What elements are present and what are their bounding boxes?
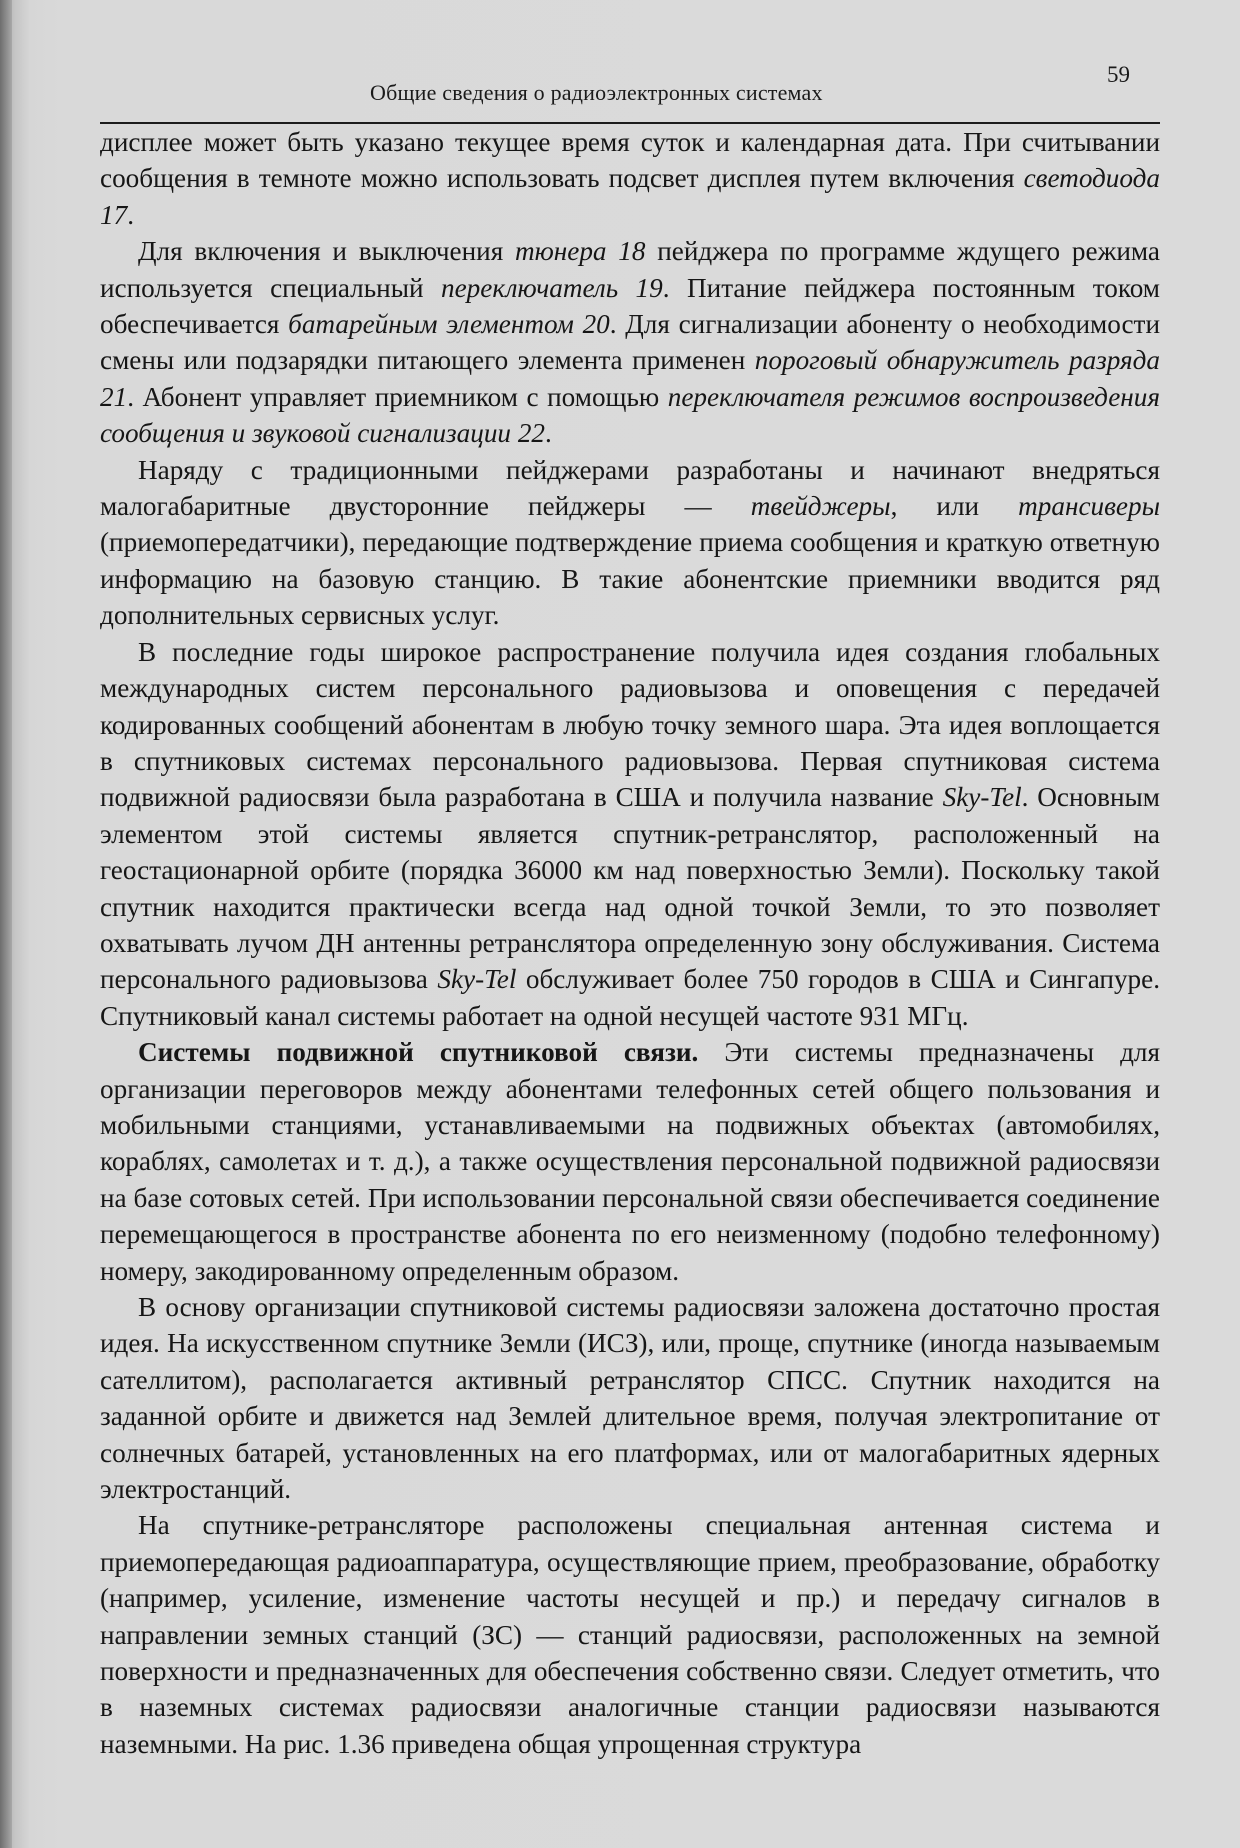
text-run: В последние годы широкое распространение получила идея создания глобальных международных систем персонального радиовызова и оповещения с передачей кодированных сообщений абонентам в любую точку земного шара. Эта идея воплощается в спутниковых системах персонального радиовызова. Первая спутниковая система подвижной радиосвязи была разработана в США и получила название	[100, 636, 1160, 813]
text-run: . Для сигнализации абоненту о необходимости смены или подзарядки питающего элемента применен	[100, 309, 1160, 376]
italic-term: твейджеры	[750, 491, 891, 522]
italic-term: Sky-Tel	[942, 782, 1022, 813]
text-run: , или	[890, 491, 1019, 522]
italic-term: переключатель 19	[441, 272, 663, 303]
text-run: обслуживает более 750 городов в США и Сингапуре. Спутниковый канал системы работает на одной несущей частоте 931 МГц.	[100, 964, 1160, 1031]
running-header	[100, 60, 1160, 124]
running-title: Общие сведения о радиоэлектронных системах	[370, 80, 823, 105]
italic-term: батарейным элементом 20	[288, 309, 610, 340]
text-run: . Абонент управляет приемником с помощью	[127, 381, 668, 412]
text-run: пейджера по программе ждущего режима используется специальный	[100, 236, 1161, 303]
text-run: . Питание пейджера постоянным током обеспечивается	[100, 272, 1160, 340]
paragraph	[100, 124, 1160, 233]
paragraph	[100, 1507, 1160, 1762]
text-run: дисплее может быть указано текущее время суток и календарная дата. При считывании сообщения в темноте можно использовать подсвет дисплея путем включения	[100, 127, 1160, 194]
italic-term: Sky-Tel	[437, 964, 517, 995]
paragraph	[100, 1034, 1160, 1289]
book-spine-shadow	[0, 0, 12, 1848]
paragraph	[100, 233, 1160, 451]
text-run: Для включения и выключения	[138, 236, 515, 267]
text-run: Эти системы предназначены для организации переговоров между абонентами телефонных сетей общего пользования и мобильными станциями, устанавливаемыми на подвижных объектах (автомобилях, кораблях, самолетах и т. д.), а также осуществления персональной подвижной радиосвязи на базе сотовых сетей. При использовании персональной связи обеспечивается соединение перемещающегося в пространстве абонента по его неизменному (подобно телефонному) номеру, закодированному определенным образом.	[100, 1037, 1161, 1286]
section-heading-inline: Системы подвижной спутниковой связи.	[138, 1037, 699, 1068]
text-run: . Основным элементом этой системы является спутник-ретранслятор, расположенный на геостационарной орбите (порядка 36000 км над поверхностью Земли). Поскольку такой спутник находится практически всегда над одной точкой Земли, то это позволяет охватывать лучом ДН антенны ретранслятора определенную зону обслуживания. Система персонального радиовызова	[100, 782, 1160, 995]
page-number: 59	[1107, 62, 1130, 87]
italic-term: пороговый обнаружитель разряда 21	[100, 345, 1160, 412]
text-run: Наряду с традиционными пейджерами разработаны и начинают внедряться малогабаритные двусторонние пейджеры —	[100, 454, 1160, 522]
italic-term: тюнера 18	[514, 236, 646, 267]
text-run: В основу организации спутниковой системы радиосвязи заложена достаточно простая идея. На искусственном спутнике Земли (ИСЗ), или, проще, спутнике (иногда называемым сателлитом), располагается активный ретранслятор СПСС. Спутник находится на заданной орбите и движется над Землей длительное время, получая электропитание от солнечных батарей, установленных на его платформах, или от малогабаритных ядерных электростанций.	[100, 1292, 1160, 1505]
italic-term: трансиверы	[1018, 491, 1160, 522]
italic-term: светодиода 17	[100, 163, 1160, 230]
text-run: (приемопередатчики), передающие подтверждение приема сообщения и краткую ответную информацию на базовую станцию. В такие абонентские приемники вводится ряд дополнительных сервисных услуг.	[100, 527, 1160, 631]
paragraph	[100, 634, 1160, 1034]
body-text	[100, 124, 1160, 1762]
text-run: .	[127, 199, 134, 230]
text-run: На спутнике-ретрансляторе расположены специальная антенная система и приемопередающая радиоаппаратура, осуществляющие прием, преобразование, обработку (например, усиление, изменение частоты несущей и пр.) и передачу сигналов в направлении земных станций (ЗС) — станций радиосвязи, расположенных на земной поверхности и предназначенных для обеспечения собственно связи. Следует отметить, что в наземных системах радиосвязи аналогичные станции радиосвязи называются наземными. На рис. 1.36 приведена общая упрощенная структура	[100, 1510, 1160, 1759]
italic-term: переключателя режимов воспроизведения сообщения и звуковой сигнализации 22	[100, 381, 1161, 449]
paragraph	[100, 1289, 1160, 1507]
text-run: .	[545, 418, 552, 449]
paragraph	[100, 452, 1160, 634]
